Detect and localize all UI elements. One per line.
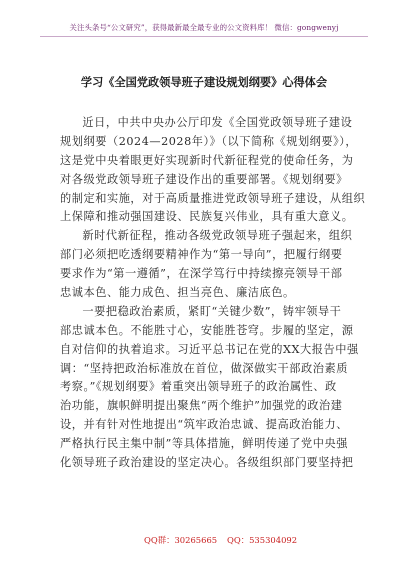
paragraph-line: 部忠诚本色。不能胜寸心，安能胜苍穹。步履的坚定，源 bbox=[60, 323, 354, 337]
paragraph-line: 对各级党政领导班子建设作出的重要部署。《规划纲要》 bbox=[60, 172, 348, 186]
paragraph-line: 要求作为“第一遵循”，在深学笃行中持续擦亮领导干部 bbox=[60, 267, 343, 281]
document-title: 学习《全国党政领导班子建设规划纲要》心得体会 bbox=[80, 75, 328, 89]
paragraph-line: 严格执行民主集中制”等具体措施，鲜明传递了党中央强 bbox=[60, 437, 348, 451]
footer-qq-contact: QQ：535304092 bbox=[227, 535, 298, 545]
paragraph-line: 这是党中央着眼更好实现新时代新征程党的使命任务，为 bbox=[60, 153, 354, 167]
footer-qq-group: QQ群：30265665 bbox=[144, 535, 218, 545]
paragraph-line: 自对信仰的执着追求。习近平总书记在党的XX大报告中强 bbox=[60, 342, 359, 356]
paragraph-line: 近日，中共中央办公厅印发《全国党政领导班子建设 bbox=[82, 116, 353, 129]
paragraph-line: 规划纲要（2024—2028年）》（以下简称《规划纲要》）， bbox=[60, 134, 358, 148]
paragraph-line: 一要把稳政治素质，紧盯“关键少数”，铸牢领导干 bbox=[82, 304, 342, 318]
paragraph-line: 部门必须把吃透纲要精神作为“第一导向”，把履行纲要 bbox=[60, 248, 343, 262]
paragraph-line: 上保障和推动强国建设、民族复兴伟业，具有重大意义。 bbox=[60, 210, 354, 224]
paragraph-line: 调：“坚持把政治标准放在首位，做深做实干部政治素质 bbox=[60, 361, 348, 375]
paragraph-line: 新时代新征程，推动各级党政领导班子强起来，组织 bbox=[82, 229, 353, 243]
paragraph-line: 的制定和实施，对于高质量推进党政领导班子建设，从组织 bbox=[60, 191, 366, 205]
paragraph-line: 忠诚本色、能力成色、担当亮色、廉洁底色。 bbox=[60, 286, 295, 300]
paragraph-line: 设，并有针对性地提出“筑牢政治忠诚、提高政治能力、 bbox=[60, 418, 348, 432]
paragraph-line: 化领导班子政治建设的坚定决心。各级组织部门要坚持把 bbox=[60, 456, 354, 470]
paragraph-line: 治功能，旗帜鲜明提出聚焦“两个维护”加强党的政治建 bbox=[60, 399, 343, 413]
document-body bbox=[60, 114, 366, 473]
paragraph-line: 考察。”《规划纲要》着重突出领导班子的政治属性、政 bbox=[60, 380, 337, 394]
footer bbox=[0, 534, 408, 548]
header-promo-note: 关注头条号“公文研究”，获得最新最全最专业的公文资料库！ 微信：gongwenyj bbox=[69, 23, 339, 32]
